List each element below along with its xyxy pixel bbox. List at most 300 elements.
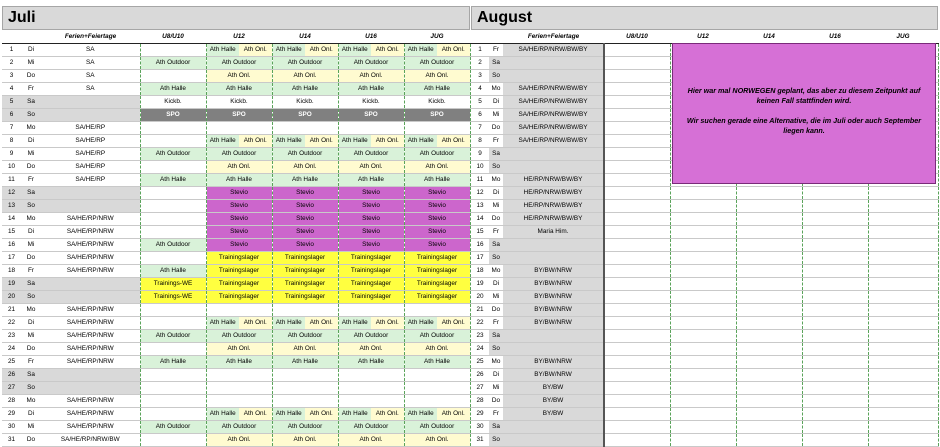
- weekday: Fr: [489, 44, 503, 57]
- day-number: 24: [471, 343, 489, 356]
- table-row: [471, 421, 938, 434]
- u12-cell: [670, 226, 736, 239]
- day-number: 5: [471, 96, 489, 109]
- weekday: Do: [21, 161, 41, 174]
- day-number: 24: [2, 343, 21, 356]
- u8-cell: [604, 395, 670, 408]
- u12-cell: [670, 239, 736, 252]
- day-number: 18: [2, 265, 21, 278]
- weekday: Di: [489, 278, 503, 291]
- u12-cell: Ath Halle: [206, 356, 272, 369]
- u16-cell: [802, 434, 868, 447]
- u14-cell: [736, 239, 802, 252]
- holiday-cell: SA/HE/RP/NRW/BW/BY: [503, 96, 604, 109]
- table-row: [2, 408, 470, 421]
- weekday: Fr: [489, 317, 503, 330]
- day-number: 10: [2, 161, 21, 174]
- u8-cell: [140, 343, 206, 356]
- holiday-cell: BY/BW: [503, 382, 604, 395]
- u8-cell: [604, 122, 670, 135]
- u8-cell: [140, 304, 206, 317]
- jug-cell: [868, 265, 938, 278]
- u12-cell: [206, 44, 272, 57]
- jug-cell: [404, 369, 470, 382]
- u14-cell: Stevio: [272, 187, 338, 200]
- u14-cell: [736, 200, 802, 213]
- jug-cell: Trainingslager: [404, 265, 470, 278]
- day-number: 19: [2, 278, 21, 291]
- u12-cell: Ath Onl.: [206, 434, 272, 447]
- weekday: Do: [21, 434, 41, 447]
- jug-cell: Ath Onl.: [404, 434, 470, 447]
- weekday: So: [489, 434, 503, 447]
- jug-cell: [868, 330, 938, 343]
- u14-cell: [272, 395, 338, 408]
- jug-cell: Trainingslager: [404, 291, 470, 304]
- weekday: Sa: [489, 57, 503, 70]
- u12-cell: Ath Outdoor: [206, 421, 272, 434]
- ath-online-label: Ath Onl.: [437, 317, 470, 329]
- u16-cell: [338, 304, 404, 317]
- holiday-cell: SA/HE/RP/NRW: [41, 239, 140, 252]
- holiday-cell: BY/BW/NRW: [503, 317, 604, 330]
- u12-cell: [670, 382, 736, 395]
- ath-online-label: Ath Onl.: [437, 408, 470, 420]
- u14-cell: Trainingslager: [272, 265, 338, 278]
- u8-cell: Ath Outdoor: [140, 148, 206, 161]
- u12-cell: Ath Outdoor: [206, 330, 272, 343]
- day-number: 23: [471, 330, 489, 343]
- u12-cell: Stevio: [206, 200, 272, 213]
- weekday: Mo: [21, 304, 41, 317]
- table-row: [2, 70, 470, 83]
- u8-cell: [604, 291, 670, 304]
- holiday-cell: SA/HE/RP: [41, 122, 140, 135]
- day-number: 31: [471, 434, 489, 447]
- u8-cell: [140, 187, 206, 200]
- u8-cell: [140, 395, 206, 408]
- table-row: [2, 369, 470, 382]
- holiday-cell: [503, 330, 604, 343]
- table-row: [471, 304, 938, 317]
- col-u8: U8/U10: [604, 31, 670, 44]
- day-number: 26: [2, 369, 21, 382]
- day-number: 9: [471, 148, 489, 161]
- u12-cell: Stevio: [206, 226, 272, 239]
- holiday-cell: [503, 161, 604, 174]
- jug-cell: Stevio: [404, 200, 470, 213]
- day-number: 11: [471, 174, 489, 187]
- u8-cell: [604, 135, 670, 148]
- weekday: Mo: [21, 122, 41, 135]
- u14-cell: [736, 395, 802, 408]
- u12-cell: Ath Halle: [206, 83, 272, 96]
- weekday: So: [21, 109, 41, 122]
- u12-cell: [670, 213, 736, 226]
- u16-cell: [802, 304, 868, 317]
- u12-cell: Ath Onl.: [206, 70, 272, 83]
- table-row: [471, 278, 938, 291]
- jug-cell: [404, 317, 470, 330]
- u14-cell: Ath Halle: [272, 83, 338, 96]
- day-number: 6: [471, 109, 489, 122]
- weekday: Fr: [21, 83, 41, 96]
- u12-cell: [670, 330, 736, 343]
- u14-cell: [736, 369, 802, 382]
- holiday-cell: SA/HE/RP/NRW/BW/BY: [503, 44, 604, 57]
- u8-cell: [604, 278, 670, 291]
- day-number: 26: [471, 369, 489, 382]
- holiday-cell: SA: [41, 70, 140, 83]
- day-number: 29: [471, 408, 489, 421]
- u12-cell: Stevio: [206, 187, 272, 200]
- u8-cell: Ath Outdoor: [140, 421, 206, 434]
- u8-cell: [604, 304, 670, 317]
- day-number: 5: [2, 96, 21, 109]
- holiday-cell: BY/BW: [503, 408, 604, 421]
- holiday-cell: SA/HE/RP/NRW: [41, 252, 140, 265]
- day-number: 7: [2, 122, 21, 135]
- jug-cell: [868, 239, 938, 252]
- u16-cell: [802, 200, 868, 213]
- u8-cell: Ath Outdoor: [140, 330, 206, 343]
- holiday-cell: [503, 421, 604, 434]
- day-number: 27: [2, 382, 21, 395]
- u16-cell: Kickb.: [338, 96, 404, 109]
- day-number: 4: [471, 83, 489, 96]
- u12-cell: [670, 278, 736, 291]
- u8-cell: [604, 148, 670, 161]
- col-holidays: Ferien+Feiertage: [41, 31, 140, 44]
- table-row: [471, 252, 938, 265]
- july-table: [2, 31, 471, 447]
- u12-cell: [670, 408, 736, 421]
- weekday: Di: [21, 135, 41, 148]
- jug-cell: [868, 369, 938, 382]
- u16-cell: Ath Onl.: [338, 161, 404, 174]
- u12-cell: SPO: [206, 109, 272, 122]
- u8-cell: [604, 421, 670, 434]
- u14-cell: [272, 382, 338, 395]
- weekday: Sa: [489, 239, 503, 252]
- jug-cell: [404, 382, 470, 395]
- u8-cell: [140, 226, 206, 239]
- table-row: [471, 200, 938, 213]
- u8-cell: Ath Halle: [140, 265, 206, 278]
- u12-cell: Trainingslager: [206, 291, 272, 304]
- u8-cell: [604, 57, 670, 70]
- jug-cell: Stevio: [404, 239, 470, 252]
- u8-cell: [604, 174, 670, 187]
- u16-cell: Stevio: [338, 200, 404, 213]
- day-number: 19: [471, 278, 489, 291]
- u14-cell: Ath Onl.: [272, 434, 338, 447]
- july-header: Juli: [2, 6, 470, 30]
- holiday-cell: SA/HE/RP/NRW: [41, 343, 140, 356]
- holiday-cell: [41, 278, 140, 291]
- holiday-cell: HE/RP/NRW/BW/BY: [503, 174, 604, 187]
- weekday: Fr: [21, 265, 41, 278]
- u14-cell: [736, 252, 802, 265]
- u12-cell: Trainingslager: [206, 252, 272, 265]
- weekday: Mo: [489, 83, 503, 96]
- u14-cell: Ath Halle: [272, 356, 338, 369]
- holiday-cell: [41, 200, 140, 213]
- weekday: Mo: [489, 174, 503, 187]
- jug-cell: Ath Onl.: [404, 343, 470, 356]
- table-row: [2, 57, 470, 70]
- jug-cell: [868, 317, 938, 330]
- table-row: [2, 356, 470, 369]
- u16-cell: Trainingslager: [338, 265, 404, 278]
- day-number: 31: [2, 434, 21, 447]
- table-row: [2, 213, 470, 226]
- day-number: 16: [2, 239, 21, 252]
- u16-cell: [802, 265, 868, 278]
- holiday-cell: [503, 70, 604, 83]
- u14-cell: [736, 278, 802, 291]
- u14-cell: [736, 317, 802, 330]
- u14-cell: [272, 44, 338, 57]
- day-number: 4: [2, 83, 21, 96]
- jug-cell: [868, 434, 938, 447]
- u8-cell: [140, 434, 206, 447]
- ath-online-label: Ath Onl.: [371, 408, 404, 420]
- u8-cell: [604, 109, 670, 122]
- holiday-cell: BY/BW/NRW: [503, 291, 604, 304]
- day-number: 13: [471, 200, 489, 213]
- u16-cell: [802, 239, 868, 252]
- u14-cell: Stevio: [272, 200, 338, 213]
- table-row: [2, 96, 470, 109]
- holiday-cell: [41, 187, 140, 200]
- jug-cell: Kickb.: [404, 96, 470, 109]
- holiday-cell: SA/HE/RP: [41, 135, 140, 148]
- u16-cell: Stevio: [338, 239, 404, 252]
- table-row: [471, 408, 938, 421]
- u8-cell: [604, 226, 670, 239]
- u16-cell: Ath Onl.: [338, 70, 404, 83]
- u14-cell: [736, 434, 802, 447]
- ath-halle-label: Ath Halle: [207, 317, 240, 329]
- u16-cell: [802, 213, 868, 226]
- ath-online-label: Ath Onl.: [371, 317, 404, 329]
- weekday: Sa: [21, 187, 41, 200]
- table-row: [2, 304, 470, 317]
- weekday: Sa: [21, 369, 41, 382]
- jug-cell: Ath Halle: [404, 83, 470, 96]
- day-number: 17: [2, 252, 21, 265]
- u14-cell: Stevio: [272, 213, 338, 226]
- u8-cell: Trainings-WE: [140, 291, 206, 304]
- ath-halle-label: Ath Halle: [405, 135, 438, 147]
- u14-cell: [272, 135, 338, 148]
- u16-cell: [802, 291, 868, 304]
- u16-cell: Ath Halle: [338, 356, 404, 369]
- table-row: [2, 343, 470, 356]
- u8-cell: [604, 330, 670, 343]
- u14-cell: SPO: [272, 109, 338, 122]
- weekday: Mo: [21, 395, 41, 408]
- day-number: 16: [471, 239, 489, 252]
- day-number: 18: [471, 265, 489, 278]
- u16-cell: [338, 408, 404, 421]
- ath-halle-label: Ath Halle: [273, 135, 306, 147]
- jug-cell: [404, 408, 470, 421]
- august-header: August: [471, 6, 938, 30]
- col-u16: U16: [802, 31, 868, 44]
- u16-cell: Stevio: [338, 226, 404, 239]
- u8-cell: [604, 161, 670, 174]
- table-row: [471, 239, 938, 252]
- table-row: [471, 213, 938, 226]
- jug-cell: [868, 226, 938, 239]
- u12-cell: Ath Halle: [206, 174, 272, 187]
- weekday: So: [21, 200, 41, 213]
- holiday-cell: [503, 148, 604, 161]
- weekday: Mi: [489, 200, 503, 213]
- u12-cell: Trainingslager: [206, 278, 272, 291]
- weekday: Sa: [489, 148, 503, 161]
- u14-cell: [272, 317, 338, 330]
- ath-online-label: Ath Onl.: [437, 135, 470, 147]
- u8-cell: [604, 356, 670, 369]
- u8-cell: [140, 408, 206, 421]
- table-row: [2, 382, 470, 395]
- weekday: Di: [489, 369, 503, 382]
- u14-cell: [736, 213, 802, 226]
- u8-cell: Kickb.: [140, 96, 206, 109]
- holiday-cell: SA/HE/RP: [41, 161, 140, 174]
- u12-cell: [206, 304, 272, 317]
- table-row: [2, 395, 470, 408]
- u8-cell: [604, 213, 670, 226]
- table-row: [2, 122, 470, 135]
- holiday-cell: SA/HE/RP/NRW/BW/BY: [503, 122, 604, 135]
- u8-cell: Ath Outdoor: [140, 57, 206, 70]
- jug-cell: Ath Outdoor: [404, 57, 470, 70]
- holiday-cell: BY/BW/NRW: [503, 304, 604, 317]
- u8-cell: Ath Halle: [140, 356, 206, 369]
- weekday: Mi: [21, 330, 41, 343]
- holiday-cell: [41, 109, 140, 122]
- u16-cell: SPO: [338, 109, 404, 122]
- u12-cell: [206, 135, 272, 148]
- u8-cell: [604, 317, 670, 330]
- weekday: Do: [489, 395, 503, 408]
- table-row: [2, 161, 470, 174]
- ath-online-label: Ath Onl.: [371, 135, 404, 147]
- jug-cell: Ath Outdoor: [404, 330, 470, 343]
- day-number: 1: [471, 44, 489, 57]
- holiday-cell: [41, 96, 140, 109]
- day-number: 15: [471, 226, 489, 239]
- jug-cell: [868, 213, 938, 226]
- ath-halle-label: Ath Halle: [339, 317, 372, 329]
- weekday: Mi: [21, 239, 41, 252]
- u8-cell: [604, 83, 670, 96]
- holiday-cell: SA/HE/RP/NRW/BW/BY: [503, 135, 604, 148]
- table-row: [2, 265, 470, 278]
- u8-cell: [140, 369, 206, 382]
- weekday: Do: [21, 343, 41, 356]
- jug-cell: [868, 408, 938, 421]
- jug-cell: SPO: [404, 109, 470, 122]
- holiday-cell: SA/HE/RP/NRW: [41, 330, 140, 343]
- table-row: [471, 187, 938, 200]
- table-row: [2, 187, 470, 200]
- day-number: 30: [471, 421, 489, 434]
- holiday-cell: [41, 369, 140, 382]
- jug-cell: [868, 343, 938, 356]
- day-number: 22: [471, 317, 489, 330]
- u14-cell: Ath Halle: [272, 174, 338, 187]
- u12-cell: [670, 369, 736, 382]
- holiday-cell: [41, 291, 140, 304]
- u12-cell: Ath Outdoor: [206, 57, 272, 70]
- u8-cell: [140, 213, 206, 226]
- u12-cell: [670, 200, 736, 213]
- u14-cell: Trainingslager: [272, 291, 338, 304]
- day-number: 14: [471, 213, 489, 226]
- weekday: Fr: [489, 226, 503, 239]
- day-number: 28: [471, 395, 489, 408]
- holiday-cell: BY/BW/NRW: [503, 265, 604, 278]
- table-row: [2, 291, 470, 304]
- day-number: 28: [2, 395, 21, 408]
- holiday-cell: [41, 382, 140, 395]
- jug-cell: [868, 304, 938, 317]
- u16-cell: [338, 135, 404, 148]
- u8-cell: [604, 70, 670, 83]
- u16-cell: [338, 317, 404, 330]
- u16-cell: Ath Outdoor: [338, 421, 404, 434]
- weekday: Mo: [21, 213, 41, 226]
- holiday-cell: SA/HE/RP/NRW: [41, 356, 140, 369]
- u8-cell: Ath Halle: [140, 174, 206, 187]
- u16-cell: [802, 278, 868, 291]
- table-row: [471, 343, 938, 356]
- holiday-cell: SA/HE/RP/NRW: [41, 213, 140, 226]
- u8-cell: [140, 122, 206, 135]
- u14-cell: Stevio: [272, 239, 338, 252]
- weekday: Mo: [489, 265, 503, 278]
- u12-cell: [206, 382, 272, 395]
- u14-cell: Trainingslager: [272, 252, 338, 265]
- ath-halle-label: Ath Halle: [339, 408, 372, 420]
- day-number: 12: [2, 187, 21, 200]
- table-row: [2, 44, 470, 57]
- norway-note: [672, 43, 936, 184]
- u12-cell: [670, 265, 736, 278]
- jug-cell: Stevio: [404, 187, 470, 200]
- u8-cell: [604, 239, 670, 252]
- weekday: Sa: [489, 421, 503, 434]
- day-number: 2: [471, 57, 489, 70]
- weekday: Di: [489, 96, 503, 109]
- table-row: [2, 109, 470, 122]
- u16-cell: [802, 382, 868, 395]
- table-row: [471, 356, 938, 369]
- jug-cell: Trainingslager: [404, 252, 470, 265]
- day-number: 14: [2, 213, 21, 226]
- day-number: 11: [2, 174, 21, 187]
- table-row: [471, 291, 938, 304]
- ath-online-label: Ath Onl.: [239, 135, 272, 147]
- weekday: So: [489, 70, 503, 83]
- table-row: [2, 278, 470, 291]
- ath-halle-label: Ath Halle: [339, 44, 372, 56]
